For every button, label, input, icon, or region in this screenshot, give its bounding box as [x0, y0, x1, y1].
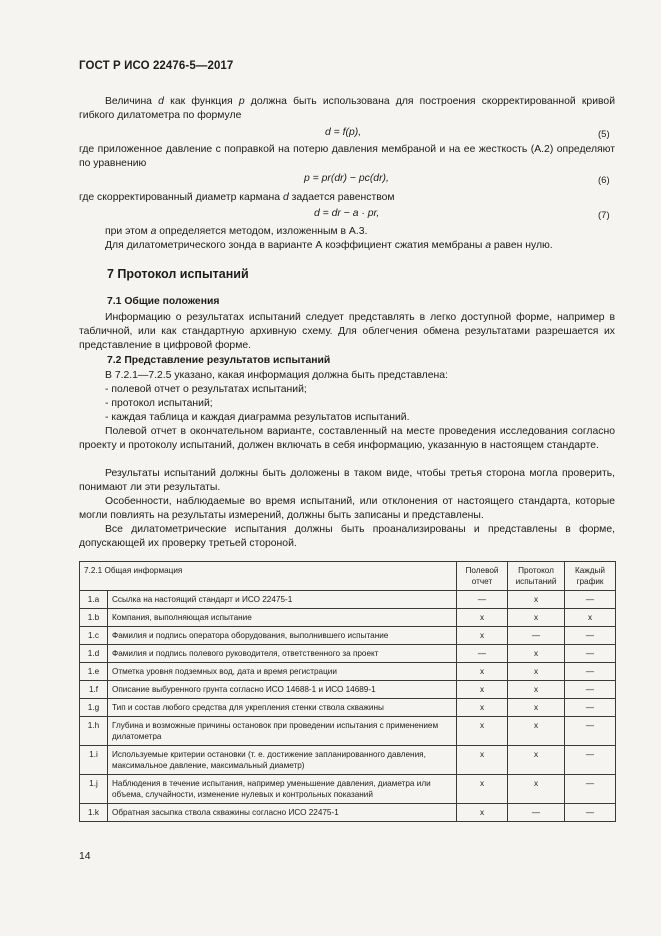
- document-header: ГОСТ Р ИСО 22476-5—2017: [79, 60, 234, 72]
- section-7-1-text: Информацию о результатах испытаний следует представлять в легко доступной форме, например в табличной, или как стандартную архивную схему. Для облегчения обмена результатами разрешается их представление в цифровой форме.: [79, 312, 615, 351]
- row-test-report: x: [508, 645, 565, 663]
- row-field-report: x: [457, 775, 508, 804]
- row-text: Тип и состав любого средства для укрепления стенки ствола скважины: [108, 699, 457, 717]
- row-test-report: x: [508, 663, 565, 681]
- row-test-report: x: [508, 746, 565, 775]
- table-row: [80, 699, 616, 717]
- row-test-report: x: [508, 681, 565, 699]
- table-row: [80, 591, 616, 609]
- intro-paragraph-1: Величина d как функция p должна быть использована для построения скорректированной кривой гибкого дилатометра по формуле: [79, 96, 615, 121]
- table-row: [80, 775, 616, 804]
- row-text: Используемые критерии остановки (т. е. достижение запланированного давления, максимальное давление, максимальный диаметр): [108, 746, 457, 775]
- row-text: Фамилия и подпись полевого руководителя, ответственного за проект: [108, 645, 457, 663]
- row-field-report: x: [457, 699, 508, 717]
- row-field-report: x: [457, 681, 508, 699]
- row-each-graph: —: [565, 681, 616, 699]
- row-number: 1.a: [80, 591, 108, 609]
- list-item: - протокол испытаний;: [105, 398, 213, 409]
- row-text: Компания, выполняющая испытание: [108, 609, 457, 627]
- row-each-graph: —: [565, 746, 616, 775]
- row-test-report: x: [508, 591, 565, 609]
- row-field-report: x: [457, 663, 508, 681]
- row-field-report: x: [457, 717, 508, 746]
- row-field-report: —: [457, 591, 508, 609]
- row-field-report: —: [457, 645, 508, 663]
- table-row: [80, 609, 616, 627]
- equation-7: d = dr − a · pr,: [314, 208, 380, 219]
- row-number: 1.c: [80, 627, 108, 645]
- row-text: Ссылка на настоящий стандарт и ИСО 22475-1: [108, 591, 457, 609]
- row-each-graph: —: [565, 804, 616, 822]
- page-number: 14: [79, 851, 91, 862]
- row-test-report: —: [508, 804, 565, 822]
- table-row: [80, 663, 616, 681]
- row-text: Описание выбуренного грунта согласно ИСО 14688-1 и ИСО 14689-1: [108, 681, 457, 699]
- row-each-graph: —: [565, 663, 616, 681]
- row-number: 1.i: [80, 746, 108, 775]
- table-header-row: [80, 562, 616, 591]
- section-7-2-paragraph-4: Все дилатометрические испытания должны быть проанализированы и представлены в форме, допускающей их проверку третьей стороной.: [79, 524, 615, 549]
- section-7-title: 7 Протокол испытаний: [107, 267, 249, 281]
- row-field-report: x: [457, 804, 508, 822]
- row-field-report: x: [457, 627, 508, 645]
- row-text: Обратная засыпка ствола скважины согласно ИСО 22475-1: [108, 804, 457, 822]
- row-test-report: x: [508, 699, 565, 717]
- section-7-2-paragraph-3: Особенности, наблюдаемые во время испытаний, или отклонения от настоящего стандарта, которые могли повлиять на результаты измерений, должны быть записаны и представлены.: [79, 496, 615, 521]
- section-7-1-title: 7.1 Общие положения: [107, 296, 220, 307]
- section-7-2-paragraph-1: Полевой отчет в окончательном варианте, составленный на месте проведения исследования согласно проекту и протоколу испытаний, должен включать в себя информацию, указанную в настоящем стандарте.: [79, 426, 615, 451]
- row-each-graph: —: [565, 627, 616, 645]
- equation-7-number: (7): [598, 210, 610, 221]
- table-row: [80, 681, 616, 699]
- equation-5-number: (5): [598, 129, 610, 140]
- row-text: Глубина и возможные причины остановок при проведении испытания с применением дилатометра: [108, 717, 457, 746]
- row-number: 1.e: [80, 663, 108, 681]
- row-each-graph: —: [565, 717, 616, 746]
- table-header-col2: Протокол испытаний: [508, 562, 565, 591]
- table-row: [80, 627, 616, 645]
- row-test-report: x: [508, 775, 565, 804]
- row-text: Отметка уровня подземных вод, дата и время регистрации: [108, 663, 457, 681]
- row-number: 1.g: [80, 699, 108, 717]
- row-field-report: x: [457, 609, 508, 627]
- table-row: [80, 804, 616, 822]
- row-test-report: x: [508, 609, 565, 627]
- table-header-col3: Каждый график: [565, 562, 616, 591]
- section-7-2-paragraph-2: Результаты испытаний должны быть доложены в таком виде, чтобы третья сторона могла проверить, понимают ли эти результаты.: [79, 468, 615, 493]
- section-7-2-title: 7.2 Представление результатов испытаний: [107, 355, 331, 366]
- row-text: Фамилия и подпись оператора оборудования, выполнившего испытание: [108, 627, 457, 645]
- row-each-graph: —: [565, 591, 616, 609]
- row-text: Наблюдения в течение испытания, например уменьшение давления, диаметра или объема, случайности, изменение нулевых и контрольных показаний: [108, 775, 457, 804]
- table-row: [80, 717, 616, 746]
- row-each-graph: —: [565, 699, 616, 717]
- table-row: [80, 645, 616, 663]
- row-test-report: x: [508, 717, 565, 746]
- section-7-2-intro: В 7.2.1—7.2.5 указано, какая информация должна быть представлена:: [105, 370, 448, 381]
- row-number: 1.b: [80, 609, 108, 627]
- table-header-col1: Полевой отчет: [457, 562, 508, 591]
- intro-paragraph-2: где приложенное давление с поправкой на потерю давления мембраной и на ее жесткость (А.2) определяют по уравнению: [79, 144, 615, 169]
- equation-5: d = f(p),: [325, 127, 362, 138]
- row-number: 1.f: [80, 681, 108, 699]
- row-number: 1.k: [80, 804, 108, 822]
- row-each-graph: —: [565, 775, 616, 804]
- list-item: - полевой отчет о результатах испытаний;: [105, 384, 307, 395]
- row-test-report: —: [508, 627, 565, 645]
- list-item: - каждая таблица и каждая диаграмма результатов испытаний.: [105, 412, 410, 423]
- table-row: [80, 746, 616, 775]
- general-info-table: [79, 561, 616, 822]
- row-each-graph: x: [565, 609, 616, 627]
- equation-6: p = pr(dr) − pc(dr),: [304, 173, 389, 184]
- intro-paragraph-5: Для дилатометрического зонда в варианте А коэффициент сжатия мембраны a равен нулю.: [105, 240, 553, 251]
- intro-paragraph-4: при этом a определяется методом, изложенным в А.3.: [105, 226, 368, 237]
- row-each-graph: —: [565, 645, 616, 663]
- row-number: 1.h: [80, 717, 108, 746]
- row-number: 1.j: [80, 775, 108, 804]
- table-header-title: 7.2.1 Общая информация: [80, 562, 457, 591]
- intro-paragraph-3: где скорректированный диаметр кармана d задается равенством: [79, 192, 395, 203]
- row-field-report: x: [457, 746, 508, 775]
- row-number: 1.d: [80, 645, 108, 663]
- equation-6-number: (6): [598, 175, 610, 186]
